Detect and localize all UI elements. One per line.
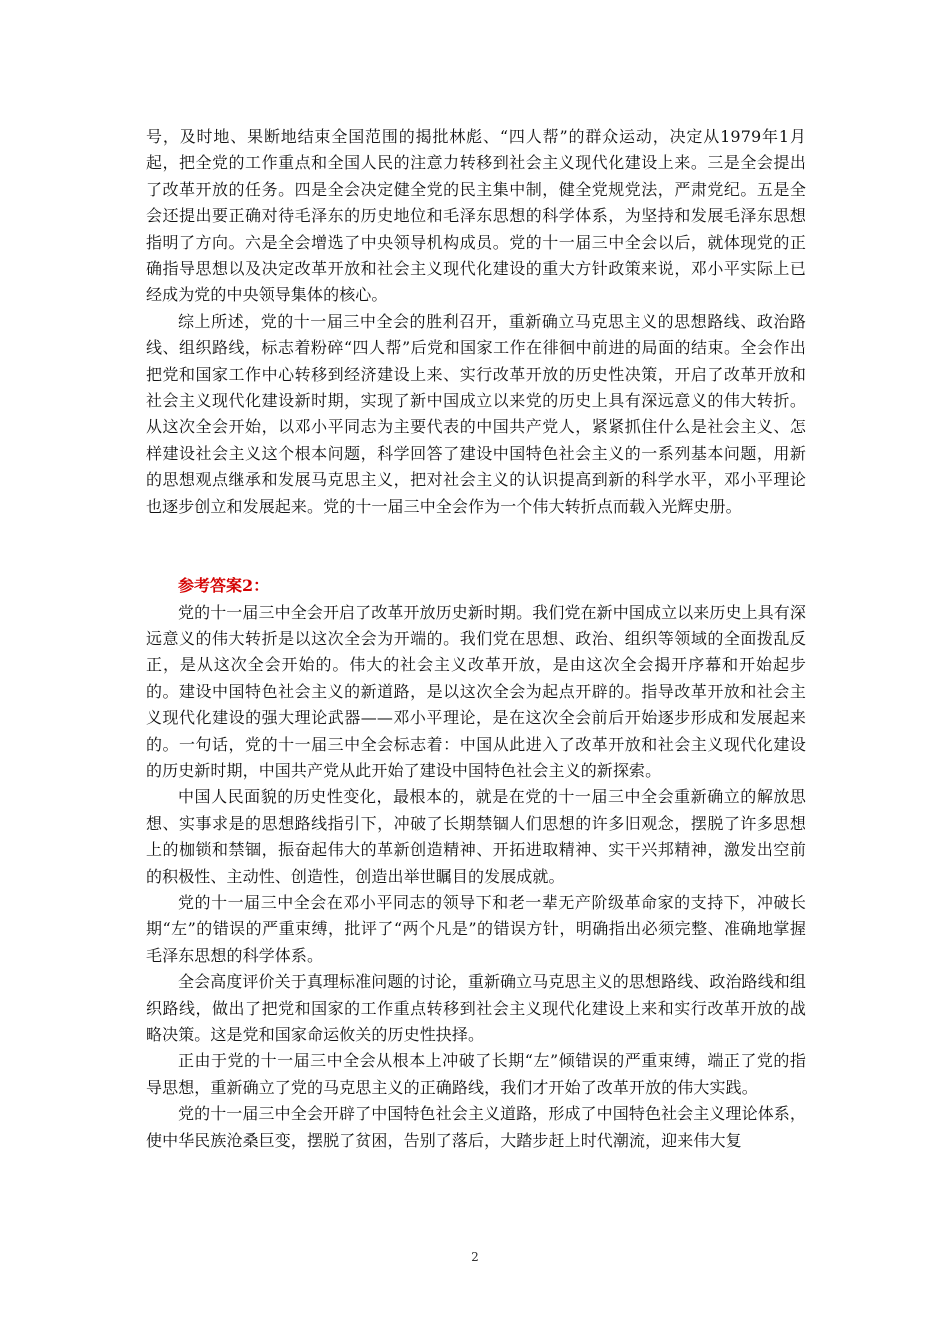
document-body	[146, 124, 806, 1154]
answer-paragraph: 党的十一届三中全会开启了改革开放历史新时期。我们党在新中国成立以来历史上具有深远意义的伟大转折是以这次全会为开端的。我们党在思想、政治、组织等领域的全面拨乱反正，是从这次全会开始的。伟大的社会主义改革开放，是由这次全会揭开序幕和开始起步的。建设中国特色社会主义的新道路，是以这次全会为起点开辟的。指导改革开放和社会主义现代化建设的强大理论武器——邓小平理论，是在这次全会前后开始逐步形成和发展起来的。一句话，党的十一届三中全会标志着：中国从此进入了改革开放和社会主义现代化建设的历史新时期，中国共产党从此开始了建设中国特色社会主义的新探索。	[146, 602, 806, 780]
section-spacer	[146, 520, 806, 573]
answer-paragraph: 正由于党的十一届三中全会从根本上冲破了长期“左”倾错误的严重束缚，端正了党的指导思想，重新确立了党的马克思主义的正确路线，我们才开始了改革开放的伟大实践。	[146, 1051, 806, 1097]
answer-paragraph: 党的十一届三中全会在邓小平同志的领导下和老一辈无产阶级革命家的支持下，冲破长期“左”的错误的严重束缚，批评了“两个凡是”的错误方针，明确指出必须完整、准确地掌握毛泽东思想的科学体系。	[146, 892, 806, 965]
answer-heading: 参考答案2：	[178, 576, 270, 596]
answer-paragraph: 中国人民面貌的历史性变化，最根本的，就是在党的十一届三中全会重新确立的解放思想、实事求是的思想路线指引下，冲破了长期禁锢人们思想的许多旧观念，摆脱了许多思想上的枷锁和禁锢，振奋起伟大的革新创造精神、开拓进取精神、实干兴邦精神，激发出空前的积极性、主动性、创造性，创造出举世瞩目的发展成就。	[146, 787, 806, 886]
paragraph-summary: 综上所述，党的十一届三中全会的胜利召开，重新确立马克思主义的思想路线、政治路线、组织路线，标志着粉碎“四人帮”后党和国家工作在徘徊中前进的局面的结束。全会作出把党和国家工作中心转移到经济建设上来、实行改革开放的历史性决策，开启了改革开放和社会主义现代化建设新时期，实现了新中国成立以来党的历史上具有深远意义的伟大转折。从这次全会开始，以邓小平同志为主要代表的中国共产党人，紧紧抓住什么是社会主义、怎样建设社会主义这个根本问题，科学回答了建设中国特色社会主义的一系列基本问题，用新的思想观点继承和发展马克思主义，把对社会主义的认识提高到新的科学水平，邓小平理论也逐步创立和发展起来。党的十一届三中全会作为一个伟大转折点而载入光辉史册。	[146, 311, 806, 516]
page-number: 2	[471, 1250, 479, 1264]
answer-paragraph: 全会高度评价关于真理标准问题的讨论，重新确立马克思主义的思想路线、政治路线和组织路线，做出了把党和国家的工作重点转移到社会主义现代化建设上来和实行改革开放的战略决策。这是党和国家命运攸关的历史性抉择。	[146, 972, 806, 1044]
answer-paragraph: 党的十一届三中全会开辟了中国特色社会主义道路，形成了中国特色社会主义理论体系，使中华民族沧桑巨变，摆脱了贫困，告别了落后，大踏步赶上时代潮流，迎来伟大复	[146, 1104, 806, 1150]
paragraph-continued: 号，及时地、果断地结束全国范围的揭批林彪、“四人帮”的群众运动，决定从1979年1月起，把全党的工作重点和全国人民的注意力转移到社会主义现代化建设上来。三是全会提出了改革开放的任务。四是全会决定健全党的民主集中制，健全党规党法，严肃党纪。五是全会还提出要正确对待毛泽东的历史地位和毛泽东思想的科学体系，为坚持和发展毛泽东思想指明了方向。六是全会增选了中央领导机构成员。党的十一届三中全会以后，就体现党的正确指导思想以及决定改革开放和社会主义现代化建设的重大方针政策来说，邓小平实际上已经成为党的中央领导集体的核心。	[146, 127, 806, 305]
